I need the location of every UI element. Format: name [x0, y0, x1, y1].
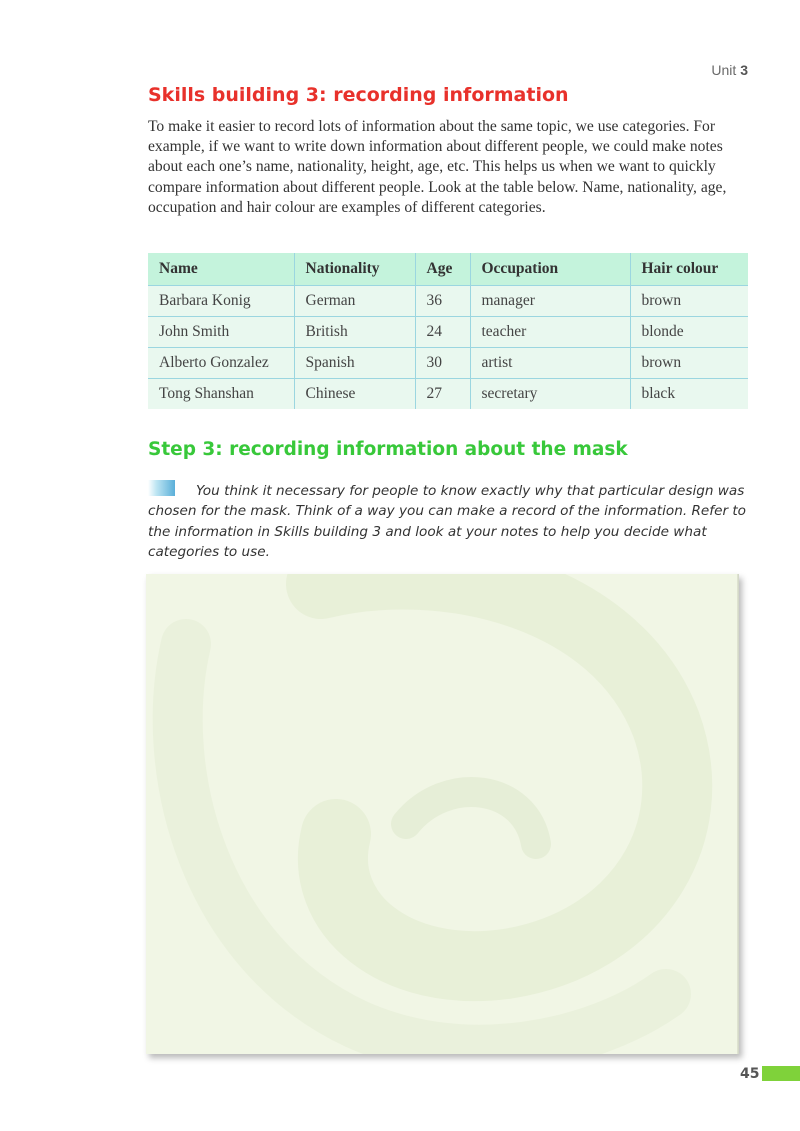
cell-hair-colour: brown — [630, 286, 748, 317]
step-instruction: You think it necessary for people to know exactly why that particular design was chosen for the mask. Think of a way you can make a record of the information. Refer to the information in Skills building 3 and look at your notes to help you decide what categories to use. — [148, 483, 746, 560]
step-title: Step 3: recording information about the mask — [148, 439, 628, 460]
notes-writing-area[interactable] — [146, 574, 739, 1054]
cell-age: 27 — [415, 379, 470, 410]
page-number: 45 — [740, 1066, 760, 1082]
cell-occupation: manager — [470, 286, 630, 317]
table-row — [148, 317, 748, 348]
unit-label: Unit 3 — [711, 62, 748, 78]
cell-name: Tong Shanshan — [148, 379, 294, 410]
header-occupation: Occupation — [470, 253, 630, 286]
cell-name: Barbara Konig — [148, 286, 294, 317]
cell-age: 36 — [415, 286, 470, 317]
table-header-row — [148, 253, 748, 286]
cell-nationality: Spanish — [294, 348, 415, 379]
cell-nationality: British — [294, 317, 415, 348]
header-nationality: Nationality — [294, 253, 415, 286]
notes-edge — [737, 574, 739, 1054]
table-row — [148, 286, 748, 317]
cell-occupation: teacher — [470, 317, 630, 348]
table-row — [148, 348, 748, 379]
header-name: Name — [148, 253, 294, 286]
cell-occupation: artist — [470, 348, 630, 379]
cell-hair-colour: black — [630, 379, 748, 410]
header-hair-colour: Hair colour — [630, 253, 748, 286]
cell-age: 30 — [415, 348, 470, 379]
swirl-watermark-icon — [146, 574, 739, 1054]
page-number-bar — [762, 1066, 800, 1081]
cell-age: 24 — [415, 317, 470, 348]
cell-occupation: secretary — [470, 379, 630, 410]
table-row — [148, 379, 748, 410]
skills-building-title: Skills building 3: recording information — [148, 84, 569, 106]
cell-name: John Smith — [148, 317, 294, 348]
info-table — [148, 253, 748, 409]
cell-hair-colour: blonde — [630, 317, 748, 348]
cell-name: Alberto Gonzalez — [148, 348, 294, 379]
cell-nationality: German — [294, 286, 415, 317]
skills-intro-text: To make it easier to record lots of information about the same topic, we use categories. For example, if we want to write down information about different people, we could make notes about each one’s name, nationality, height, age, etc. This helps us when we want to quickly compare information about different people. Look at the table below. Name, nationality, age, occupation and hair colour are examples of different categories. — [148, 118, 727, 216]
unit-number: 3 — [740, 62, 748, 78]
header-age: Age — [415, 253, 470, 286]
cell-nationality: Chinese — [294, 379, 415, 410]
cell-hair-colour: brown — [630, 348, 748, 379]
